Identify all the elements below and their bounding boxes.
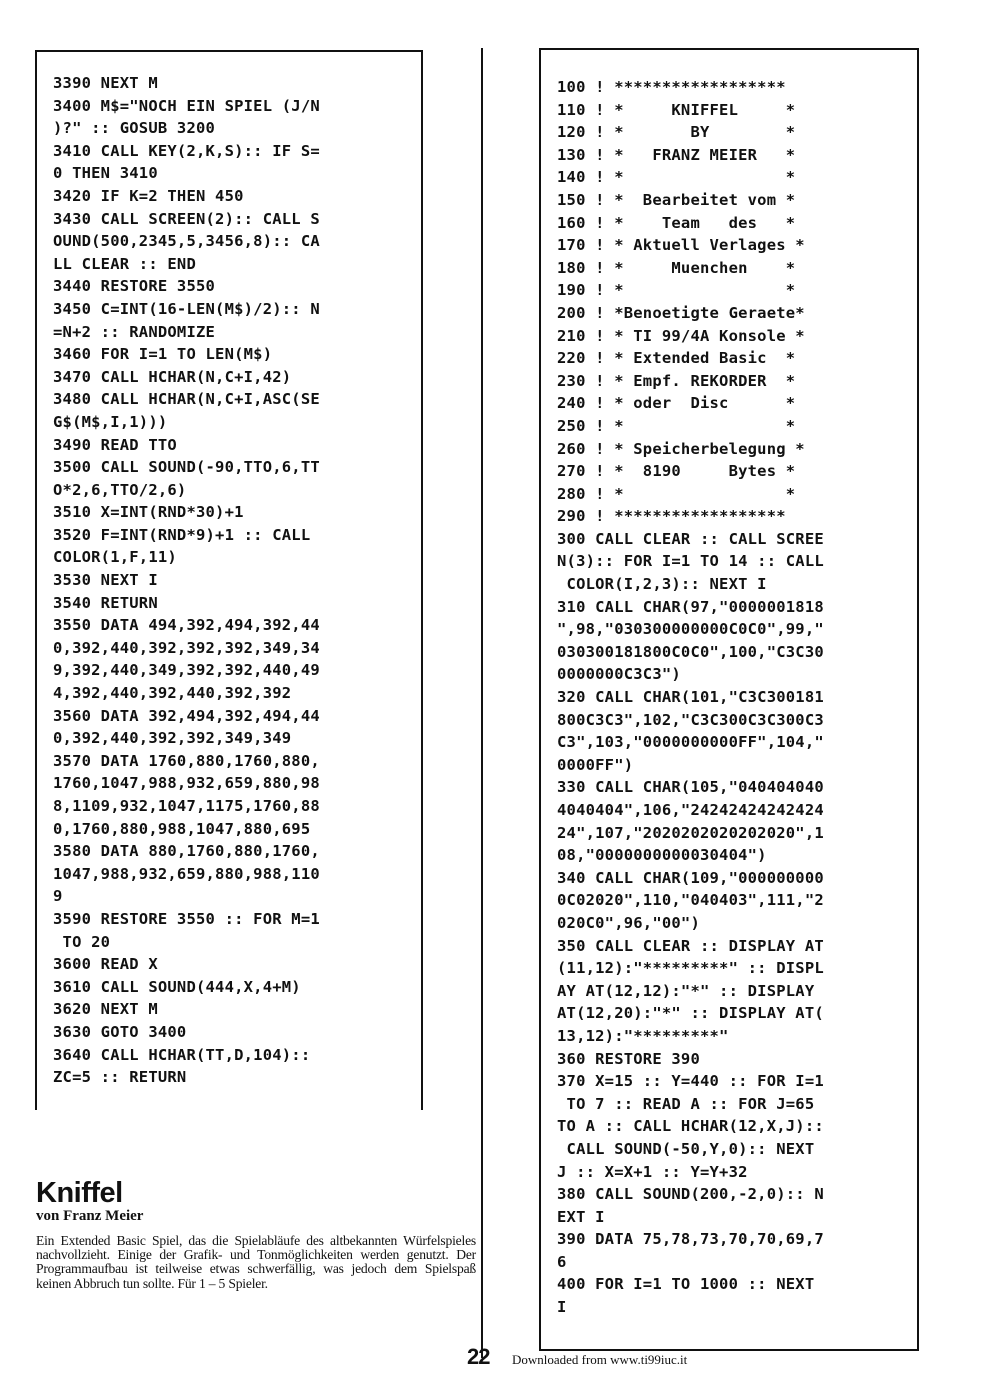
code-line: 310 CALL CHAR(97,"0000001818 bbox=[557, 597, 824, 616]
code-line: OUND(500,2345,5,3456,8):: CA bbox=[53, 232, 320, 251]
code-line: 350 CALL CLEAR :: DISPLAY AT bbox=[557, 936, 824, 955]
code-line: =N+2 :: RANDOMIZE bbox=[53, 322, 216, 341]
code-line: 220 ! * Extended Basic * bbox=[557, 349, 796, 368]
code-line: CALL SOUND(-50,Y,0):: NEXT bbox=[557, 1139, 815, 1158]
code-line: 4,392,440,392,440,392,392 bbox=[53, 684, 292, 703]
code-line: 210 ! * TI 99/4A Konsole * bbox=[557, 326, 805, 345]
code-line: ZC=5 :: RETURN bbox=[53, 1068, 187, 1087]
code-line: 190 ! * * bbox=[557, 281, 796, 300]
code-line: 380 CALL SOUND(200,-2,0):: N bbox=[557, 1185, 824, 1204]
code-line: 3460 FOR I=1 TO LEN(M$) bbox=[53, 345, 273, 364]
code-line: 400 FOR I=1 TO 1000 :: NEXT bbox=[557, 1275, 815, 1294]
code-line: 3490 READ TTO bbox=[53, 435, 177, 454]
code-line: 3500 CALL SOUND(-90,TTO,6,TT bbox=[53, 458, 320, 477]
code-line: 24",107,"2020202020202020",1 bbox=[557, 823, 824, 842]
code-line: 3590 RESTORE 3550 :: FOR M=1 bbox=[53, 909, 320, 928]
code-line: 160 ! * Team des * bbox=[557, 213, 796, 232]
code-line: ",98,"030300000000C0C0",99," bbox=[557, 620, 824, 639]
code-line: 1047,988,932,659,880,988,110 bbox=[53, 864, 320, 883]
code-line: 250 ! * * bbox=[557, 416, 796, 435]
code-line: 3640 CALL HCHAR(TT,D,104):: bbox=[53, 1045, 311, 1064]
code-line: TO 7 :: READ A :: FOR J=65 bbox=[557, 1094, 815, 1113]
code-line: 3510 X=INT(RND*30)+1 bbox=[53, 503, 244, 522]
code-line: N(3):: FOR I=1 TO 14 :: CALL bbox=[557, 552, 824, 571]
code-line: 260 ! * Speicherbelegung * bbox=[557, 439, 805, 458]
code-line: 3450 C=INT(16-LEN(M$)/2):: N bbox=[53, 299, 320, 318]
code-line: (11,12):"*********" :: DISPL bbox=[557, 959, 824, 978]
code-line: 3470 CALL HCHAR(N,C+I,42) bbox=[53, 367, 292, 386]
code-line: AT(12,20):"*" :: DISPLAY AT( bbox=[557, 1004, 824, 1023]
code-line: 240 ! * oder Disc * bbox=[557, 394, 796, 413]
code-line: O*2,6,TTO/2,6) bbox=[53, 480, 187, 499]
code-line: LL CLEAR :: END bbox=[53, 254, 196, 273]
right-code-listing bbox=[557, 76, 824, 1319]
code-line: 200 ! *Benoetigte Geraete* bbox=[557, 303, 805, 322]
code-line: 3570 DATA 1760,880,1760,880, bbox=[53, 751, 320, 770]
code-line: 140 ! * * bbox=[557, 168, 796, 187]
article-block bbox=[36, 1178, 476, 1291]
code-line: 3630 GOTO 3400 bbox=[53, 1022, 187, 1041]
code-line: J :: X=X+1 :: Y=Y+32 bbox=[557, 1162, 748, 1181]
code-line: 320 CALL CHAR(101,"C3C300181 bbox=[557, 688, 824, 707]
code-line: 130 ! * FRANZ MEIER * bbox=[557, 145, 796, 164]
code-line: 150 ! * Bearbeitet vom * bbox=[557, 190, 796, 209]
article-author: von Franz Meier bbox=[36, 1208, 144, 1224]
code-line: 3390 NEXT M bbox=[53, 74, 158, 92]
code-line: 3580 DATA 880,1760,880,1760, bbox=[53, 842, 320, 861]
code-line: 330 CALL CHAR(105,"040404040 bbox=[557, 778, 824, 797]
code-line: 3480 CALL HCHAR(N,C+I,ASC(SE bbox=[53, 390, 320, 409]
code-line: 3440 RESTORE 3550 bbox=[53, 277, 216, 296]
code-line: COLOR(1,F,11) bbox=[53, 548, 177, 567]
code-line: 3420 IF K=2 THEN 450 bbox=[53, 186, 244, 205]
code-line: TO 20 bbox=[53, 932, 111, 951]
code-line: EXT I bbox=[557, 1207, 605, 1226]
code-line: 08,"0000000000030404") bbox=[557, 846, 767, 865]
code-line: 100 ! ****************** bbox=[557, 78, 786, 96]
code-line: 13,12):"*********" bbox=[557, 1026, 729, 1045]
code-line: I bbox=[557, 1298, 567, 1317]
code-line: 030300181800C0C0",100,"C3C30 bbox=[557, 642, 824, 661]
code-line: 270 ! * 8190 Bytes * bbox=[557, 462, 796, 481]
code-line: 020C0",96,"00") bbox=[557, 913, 700, 932]
code-line: TO A :: CALL HCHAR(12,X,J):: bbox=[557, 1117, 824, 1136]
code-line: 3620 NEXT M bbox=[53, 1000, 158, 1019]
code-line: 180 ! * Muenchen * bbox=[557, 258, 796, 277]
code-line: G$(M$,I,1))) bbox=[53, 412, 168, 431]
code-line: 3520 F=INT(RND*9)+1 :: CALL bbox=[53, 525, 311, 544]
code-line: 3610 CALL SOUND(444,X,4+M) bbox=[53, 977, 301, 996]
code-line: 3430 CALL SCREEN(2):: CALL S bbox=[53, 209, 320, 228]
code-line: 370 X=15 :: Y=440 :: FOR I=1 bbox=[557, 1072, 824, 1091]
code-line: 1760,1047,988,932,659,880,98 bbox=[53, 774, 320, 793]
code-line: 3550 DATA 494,392,494,392,44 bbox=[53, 616, 320, 635]
code-line: 340 CALL CHAR(109,"000000000 bbox=[557, 868, 824, 887]
code-line: COLOR(I,2,3):: NEXT I bbox=[557, 575, 767, 594]
code-line: 9,392,440,349,392,392,440,49 bbox=[53, 661, 320, 680]
code-line: 3540 RETURN bbox=[53, 593, 158, 612]
code-line: 0000000C3C3") bbox=[557, 665, 681, 684]
code-line: 0,392,440,392,392,392,349,34 bbox=[53, 638, 320, 657]
code-line: 3400 M$="NOCH EIN SPIEL (J/N bbox=[53, 96, 320, 115]
code-line: 0C02020",110,"040403",111,"2 bbox=[557, 891, 824, 910]
code-line: AY AT(12,12):"*" :: DISPLAY bbox=[557, 981, 815, 1000]
code-line: 120 ! * BY * bbox=[557, 123, 796, 142]
code-line: 230 ! * Empf. REKORDER * bbox=[557, 371, 796, 390]
column-divider bbox=[481, 48, 483, 1358]
code-line: 300 CALL CLEAR :: CALL SCREE bbox=[557, 529, 824, 548]
article-body: Ein Extended Basic Spiel, das die Spielabläufe des altbekannten Würfelspieles nachvollzieht. Einige der Grafik- und Tonmöglichkeiten werden genutzt. Der Programmaufbau ist teilweise etwas schwerfällig, was jedoch dem Spielspaß keinen Abbruch tun sollte. Für 1 – 5 Spieler. bbox=[36, 1233, 476, 1291]
code-line: 3560 DATA 392,494,392,494,44 bbox=[53, 706, 320, 725]
code-line: 360 RESTORE 390 bbox=[557, 1049, 700, 1068]
code-line: 800C3C3",102,"C3C300C3C300C3 bbox=[557, 710, 824, 729]
code-line: 3530 NEXT I bbox=[53, 571, 158, 590]
code-line: 6 bbox=[557, 1252, 567, 1271]
code-line: 3600 READ X bbox=[53, 955, 158, 974]
code-line: 4040404",106,"24242424242424 bbox=[557, 801, 824, 819]
page-footer bbox=[467, 1344, 687, 1370]
article-title: Kniffel bbox=[36, 1177, 123, 1209]
code-line: 0,1760,880,988,1047,880,695 bbox=[53, 819, 311, 838]
code-line: 8,1109,932,1047,1175,1760,88 bbox=[53, 797, 320, 815]
code-line: 3410 CALL KEY(2,K,S):: IF S= bbox=[53, 141, 320, 160]
code-line: 110 ! * KNIFFEL * bbox=[557, 100, 796, 119]
code-line: )?" :: GOSUB 3200 bbox=[53, 119, 216, 138]
code-line: 0000FF") bbox=[557, 755, 634, 774]
code-line: 0,392,440,392,392,349,349 bbox=[53, 729, 292, 748]
code-line: 390 DATA 75,78,73,70,70,69,7 bbox=[557, 1230, 824, 1249]
code-line: 170 ! * Aktuell Verlages * bbox=[557, 236, 805, 255]
code-line: 9 bbox=[53, 887, 63, 906]
code-line: 290 ! ****************** bbox=[557, 507, 786, 526]
code-line: 280 ! * * bbox=[557, 484, 796, 503]
page-number: 22 bbox=[467, 1344, 490, 1369]
left-code-listing bbox=[53, 72, 320, 1089]
download-note: Downloaded from www.ti99iuc.it bbox=[511, 1352, 688, 1367]
code-line: 0 THEN 3410 bbox=[53, 164, 158, 183]
code-line: C3",103,"0000000000FF",104," bbox=[557, 733, 824, 752]
